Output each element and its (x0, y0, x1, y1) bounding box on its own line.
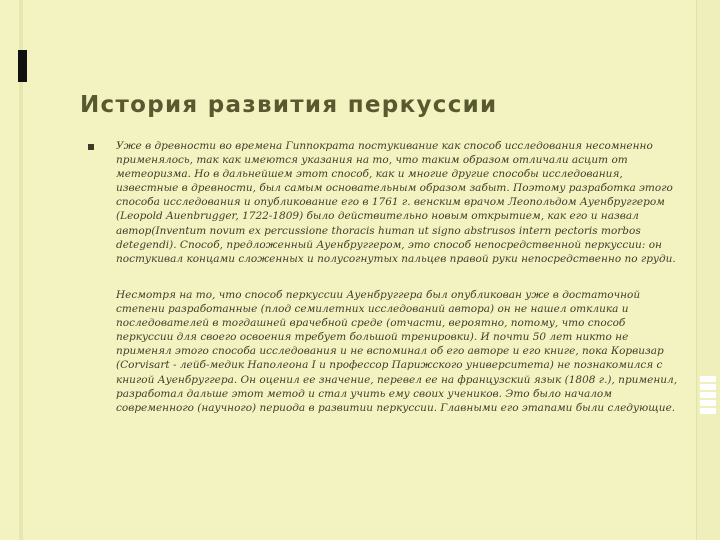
body-paragraph-1: Уже в древности во времена Гиппократа постукивание как способ исследования несомненно применялось, так как имеются указания на то, что таким образом отличали асцит от метеоризма. Но в дальнейшем этот способ, как и многие другие способы исследования, известные в древности, был самым основательным образом забыт. Поэтому разработка этого способа исследования и опубликование его в 1761 г. венским врачом Леопольдом Ауенбруггером (Leopold Auenbrugger, 1722-1809) было действительно новым открытием, как его и назвал автор(Inventum novum ex percussione thoracis human ut signo abstrusos intern pectoris morbos detegendi). Способ, предложенный Ауенбруггером, это способ непосредственной перкуссии: он постукивал концами сложенных и полусогнутых пальцев правой руки непосредственно по груди. (116, 140, 676, 265)
right-stripe (700, 400, 716, 406)
slide-title: История развития перкуссии (80, 92, 498, 118)
right-decorative-bar (696, 0, 720, 540)
right-stripe (700, 384, 716, 390)
bullet-square-icon (88, 144, 94, 150)
right-stripe (700, 376, 716, 382)
left-accent-mark (18, 50, 27, 82)
right-stripe (700, 392, 716, 398)
body-paragraph-2: Несмотря на то, что способ перкуссии Ауенбруггера был опубликован уже в достаточной степени разработанные (плод семилетних исследований автора) он не нашел отклика и последователей в тогдашней врачебной среде (отчасти, вероятно, потому, что способ перкуссии для своего освоения требует большой тренировки). И почти 50 лет никто не применял этого способа исследования и не вспоминал об его авторе и его книге, пока Корвизар (Corvisart - лейб-медик Наполеона I и профессор Парижского университета) не познакомился с книгой Ауенбруггера. Он оценил ее значение, перевел ее на французский язык (1808 г.), применил, разработал дальше этот метод и стал учить ему своих учеников. Это было началом современного (научного) периода в развитии перкуссии. Главными его этапами были следующие. (116, 289, 678, 414)
right-stripe (700, 408, 716, 414)
